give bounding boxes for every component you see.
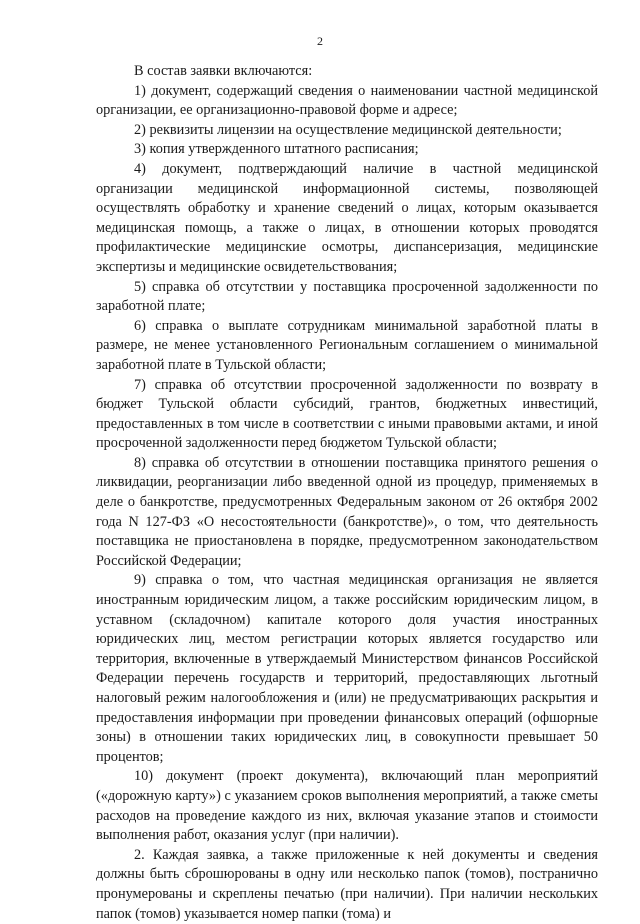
- paragraph-section-2: 2. Каждая заявка, а также приложенные к ней документы и сведения должны быть сброшюрованы в одну или несколько папок (томов), постранично пронумерованы и скреплены печатью (при наличии). При наличии нескольких папок (томов) указывается номер папки (тома) и: [96, 846, 598, 922]
- list-item-10: 10) документ (проект документа), включающий план мероприятий («дорожную карту») с указанием сроков выполнения мероприятий, а также сметы расходов на проведение каждого из них, включая указание этапов и стоимости выполнения работ, оказания услуг (при наличии).: [96, 768, 598, 844]
- list-item-8: 8) справка об отсутствии в отношении поставщика принятого решения о ликвидации, реорганизации либо введенной одной из процедур, применяемых в деле о банкротстве, предусмотренных Федеральным законом от 26 октября 2002 года N 127-ФЗ «О несостоятельности (банкротстве)», о том, что деятельность поставщика не приостановлена в порядке, предусмотренном законодательством Российской Федерации;: [96, 454, 598, 569]
- list-item-4: 4) документ, подтверждающий наличие в частной медицинской организации медицинской информационной системы, позволяющей осуществлять обработку и хранение сведений о лицах, которым оказывается медицинская помощь, а также о лицах, в отношении которых проводятся профилактические медицинские осмотры, диспансеризация, медицинские экспертизы и медицинские освидетельствования;: [96, 160, 598, 275]
- page-number: 2: [317, 34, 323, 48]
- list-item-5: 5) справка об отсутствии у поставщика просроченной задолженности по заработной плате;: [96, 278, 598, 315]
- list-item-6: 6) справка о выплате сотрудникам минимальной заработной платы в размере, не менее установленного Региональным соглашением о минимальной заработной плате в Тульской области;: [96, 317, 598, 373]
- document-body: [96, 62, 598, 924]
- list-item-3: 3) копия утвержденного штатного расписания;: [134, 141, 419, 158]
- list-item-2: 2) реквизиты лицензии на осуществление медицинской деятельности;: [134, 121, 562, 138]
- paragraph-intro: В состав заявки включаются:: [134, 63, 313, 79]
- list-item-1: 1) документ, содержащий сведения о наименовании частной медицинской организации, ее организационно-правовой форме и адресе;: [96, 82, 598, 119]
- list-item-7: 7) справка об отсутствии просроченной задолженности по возврату в бюджет Тульской области субсидий, грантов, бюджетных инвестиций, предоставленных в том числе в соответствии с иными правовыми актами, и иной просроченной задолженности перед бюджетом Тульской области;: [96, 376, 598, 452]
- list-item-9: 9) справка о том, что частная медицинская организация не является иностранным юридическим лицом, а также российским юридическим лицом, в уставном (складочном) капитале которого доля участия иностранных юридических лиц, местом регистрации которых является государство или территория, включенные в утверждаемый Министерством финансов Российской Федерации перечень государств и территорий, предоставляющих льготный налоговый режим налогообложения и (или) не предусматривающих раскрытия и предоставления информации при проведении финансовых операций (офшорные зоны) в отношении таких юридических лиц, в совокупности превышает 50 процентов;: [96, 572, 598, 765]
